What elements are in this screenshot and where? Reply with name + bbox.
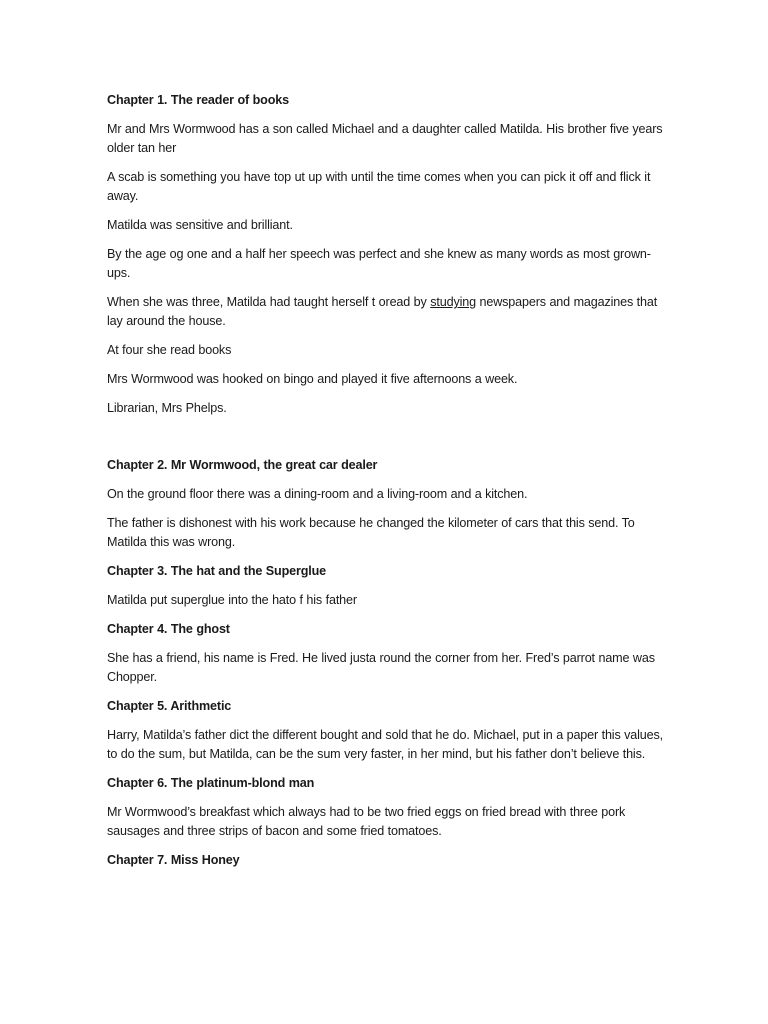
paragraph: Mrs Wormwood was hooked on bingo and played it five afternoons a week. bbox=[107, 372, 518, 386]
blank-line bbox=[107, 428, 667, 456]
paragraph: Matilda put superglue into the hato f his father bbox=[107, 593, 357, 607]
paragraph: At four she read books bbox=[107, 343, 232, 357]
paragraph: By the age og one and a half her speech was perfect and she knew as many words as most grown-ups. bbox=[107, 247, 651, 280]
chapter-heading: Chapter 2. Mr Wormwood, the great car dealer bbox=[107, 458, 378, 472]
paragraph bbox=[107, 293, 667, 331]
paragraph: On the ground floor there was a dining-room and a living-room and a kitchen. bbox=[107, 487, 528, 501]
chapter-heading: Chapter 5. Arithmetic bbox=[107, 699, 232, 713]
chapter-heading: Chapter 4. The ghost bbox=[107, 622, 230, 636]
paragraph: Librarian, Mrs Phelps. bbox=[107, 401, 227, 415]
paragraph-text: When she was three, Matilda had taught herself t oread by bbox=[107, 295, 431, 309]
paragraph: A scab is something you have top ut up with until the time comes when you can pick it off and flick it away. bbox=[107, 170, 651, 203]
paragraph: Mr and Mrs Wormwood has a son called Michael and a daughter called Matilda. His brother five years older tan her bbox=[107, 122, 663, 155]
paragraph: The father is dishonest with his work because he changed the kilometer of cars that this send. To Matilda this was wrong. bbox=[107, 516, 635, 549]
chapter-heading: Chapter 7. Miss Honey bbox=[107, 853, 240, 867]
paragraph: Harry, Matilda’s father dict the different bought and sold that he do. Michael, put in a paper this values, to do the sum, but Matilda, can be the sum very faster, in her mind, but his father don’t believe this. bbox=[107, 728, 664, 761]
paragraph: She has a friend, his name is Fred. He lived justa round the corner from her. Fred’s parrot name was Chopper. bbox=[107, 651, 655, 684]
document-page bbox=[107, 91, 667, 880]
paragraph-text: newspapers and magazines that lay around the house. bbox=[107, 295, 658, 328]
chapter-heading: Chapter 1. The reader of books bbox=[107, 93, 289, 107]
underlined-word: studying bbox=[430, 295, 476, 309]
paragraph: Matilda was sensitive and brilliant. bbox=[107, 218, 293, 232]
chapter-heading: Chapter 3. The hat and the Superglue bbox=[107, 564, 327, 578]
paragraph: Mr Wormwood’s breakfast which always had to be two fried eggs on fried bread with three pork sausages and three strips of bacon and some fried tomatoes. bbox=[107, 805, 626, 838]
chapter-heading: Chapter 6. The platinum-blond man bbox=[107, 776, 315, 790]
